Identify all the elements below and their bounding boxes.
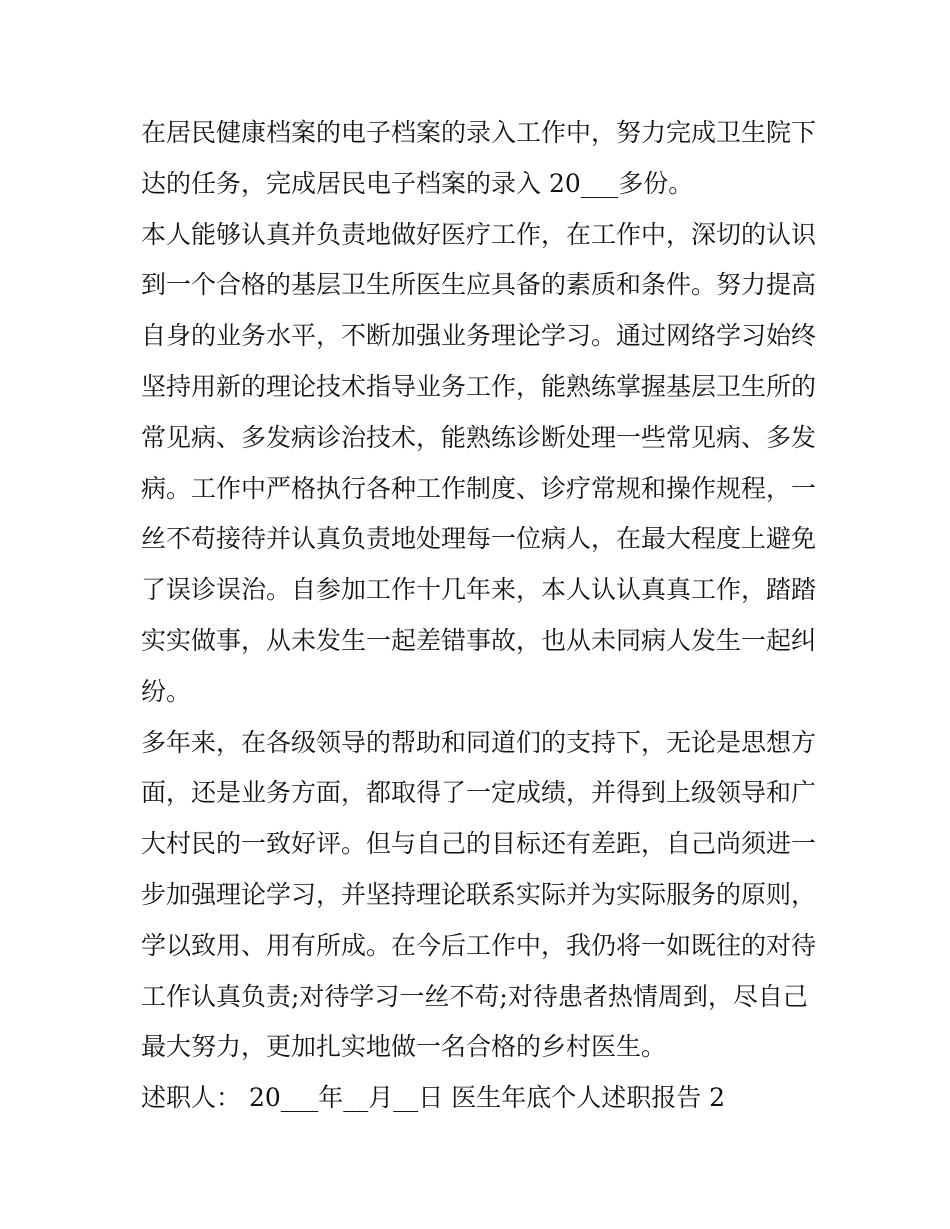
text-line: 达的任务，完成居民电子档案的录入 20___多份。 — [141, 168, 694, 198]
text-line: 常见病、多发病诊治技术，能熟练诊断处理一些常见病、多发 — [141, 422, 817, 452]
text-line: 自身的业务水平，不断加强业务理论学习。通过网络学习始终 — [141, 321, 817, 351]
text-line: 步加强理论学习，并坚持理论联系实际并为实际服务的原则， — [141, 879, 817, 909]
text-line: 最大努力，更加扎实地做一名合格的乡村医生。 — [141, 1032, 667, 1062]
report-body — [141, 108, 816, 1124]
text-line: 本人能够认真并负责地做好医疗工作，在工作中，深切的认识 — [141, 219, 817, 249]
text-line: 面，还是业务方面，都取得了一定成绩，并得到上级领导和广 — [141, 778, 817, 808]
text-line: 学以致用、用有所成。在今后工作中，我仍将一如既往的对待 — [141, 930, 817, 960]
text-line: 大村民的一致好评。但与自己的目标还有差距，自己尚须进一 — [141, 829, 817, 859]
text-line: 纷。 — [141, 676, 192, 706]
text-line: 坚持用新的理论技术指导业务工作，能熟练掌握基层卫生所的 — [141, 371, 817, 401]
signature-line: 述职人： 20___年__月__日 医生年底个人述职报告 2 — [141, 1083, 726, 1113]
text-line: 多年来，在各级领导的帮助和同道们的支持下，无论是思想方 — [141, 727, 817, 757]
text-line: 在居民健康档案的电子档案的录入工作中，努力完成卫生院下 — [141, 118, 817, 147]
text-line: 病。工作中严格执行各种工作制度、诊疗常规和操作规程，一 — [141, 473, 817, 503]
text-line: 了误诊误治。自参加工作十几年来，本人认认真真工作，踏踏 — [141, 575, 817, 605]
text-line: 丝不苟接待并认真负责地处理每一位病人，在最大程度上避免 — [141, 524, 817, 554]
text-line: 实实做事，从未发生一起差错事故，也从未同病人发生一起纠 — [141, 625, 817, 655]
text-line: 到一个合格的基层卫生所医生应具备的素质和条件。努力提高 — [141, 270, 817, 300]
text-line: 工作认真负责;对待学习一丝不苟;对待患者热情周到，尽自己 — [141, 981, 808, 1011]
